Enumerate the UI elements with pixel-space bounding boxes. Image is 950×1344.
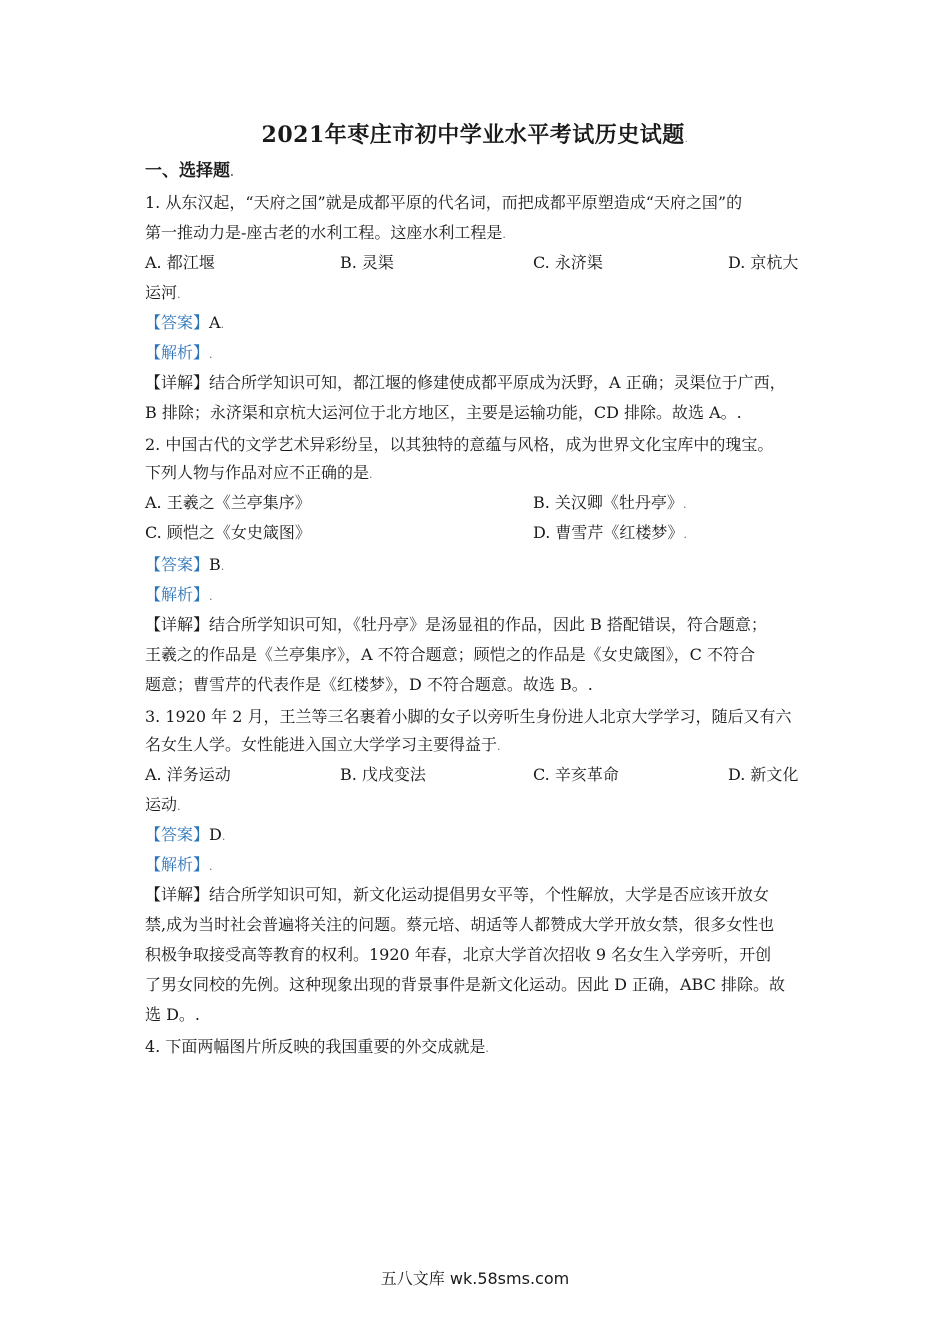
q3-answer: 【答案】D. [145,825,226,844]
q1-answer: 【答案】A. [145,313,225,332]
q1-stem-line-2: 第一推动力是-座古老的水利工程。这座水利工程是. [145,223,506,242]
q3-detail-line-3: 积极争取接受高等教育的权利。1920 年春，北京大学首次招收 9 名女生入学旁听，开创 [145,945,772,964]
q1-option-d-continued: 运河. [145,283,181,302]
q3-option-d: D. 新文化 [728,765,799,784]
footer-watermark: 五八文库 wk.58sms.com [380,1269,570,1288]
q3-option-b: B. 戊戌变法 [340,765,426,784]
q1-stem-line-1: 1. 从东汉起，“天府之国”就是成都平原的代名词，而把成都平原塑造成“天府之国”的 [145,193,743,212]
q2-analysis: 【解析】. [145,585,213,604]
q1-detail-line-1: 【详解】结合所学知识可知，都江堰的修建使成都平原成为沃野，A 正确；灵渠位于广西， [145,373,786,392]
q2-option-c: C. 顾恺之《女史箴图》 [145,523,311,542]
q3-option-d-continued: 运动. [145,795,181,814]
q3-stem-line-2: 名女生人学。女性能进入国立大学学习主要得益于. [145,735,501,754]
q1-detail-line-2: B 排除；永济渠和京杭大运河位于北方地区，主要是运输功能，CD 排除。故选 A。. [145,403,742,422]
q1-option-d: D. 京杭大 [728,253,799,272]
q2-detail-line-2: 王羲之的作品是《兰亭集序》，A 不符合题意；顾恺之的作品是《女史箴图》，C 不符合 [145,645,755,664]
q1-option-a: A. 都江堰 [145,253,215,272]
q2-detail-line-3: 题意；曹雪芹的代表作是《红楼梦》，D 不符合题意。故选 B。. [145,675,593,694]
q2-detail-line-1: 【详解】结合所学知识可知，《牡丹亭》是汤显祖的作品，因此 B 搭配错误，符合题意； [145,615,767,634]
q2-option-d: D. 曹雪芹《红楼梦》. [533,523,687,542]
q3-analysis: 【解析】. [145,855,213,874]
page-title: 2021年枣庄市初中学业水平考试历史试题. [261,122,689,148]
q3-detail-line-4: 了男女同校的先例。这种现象出现的背景事件是新文化运动。因此 D 正确，ABC 排除。故 [145,975,785,994]
q2-stem-line-2: 下列人物与作品对应不正确的是. [145,463,373,482]
q2-stem-line-1: 2. 中国古代的文学艺术异彩纷呈，以其独特的意蕴与风格，成为世界文化宝库中的瑰宝。 [145,435,774,454]
q2-option-a: A. 王羲之《兰亭集序》 [145,493,311,512]
section-heading: 一、选择题. [145,161,234,181]
q1-option-b: B. 灵渠 [340,253,394,272]
q3-detail-line-2: 禁,成为当时社会普遍将关注的问题。蔡元培、胡适等人都赞成大学开放女禁，很多女性也 [145,915,775,934]
q3-stem-line-1: 3. 1920 年 2 月，王兰等三名裹着小脚的女子以旁听生身份进人北京大学学习，随后又有六 [145,707,792,726]
q3-detail-line-5: 选 D。. [145,1005,201,1024]
q3-option-c: C. 辛亥革命 [533,765,619,784]
q3-option-a: A. 洋务运动 [145,765,231,784]
q2-answer: 【答案】B. [145,555,225,574]
q4-stem-line-1: 4. 下面两幅图片所反映的我国重要的外交成就是. [145,1037,489,1056]
q1-analysis: 【解析】. [145,343,213,362]
q3-detail-line-1: 【详解】结合所学知识可知，新文化运动提倡男女平等，个性解放，大学是否应该开放女 [145,885,770,904]
q2-option-b: B. 关汉卿《牡丹亭》. [533,493,687,512]
q1-option-c: C. 永济渠 [533,253,603,272]
